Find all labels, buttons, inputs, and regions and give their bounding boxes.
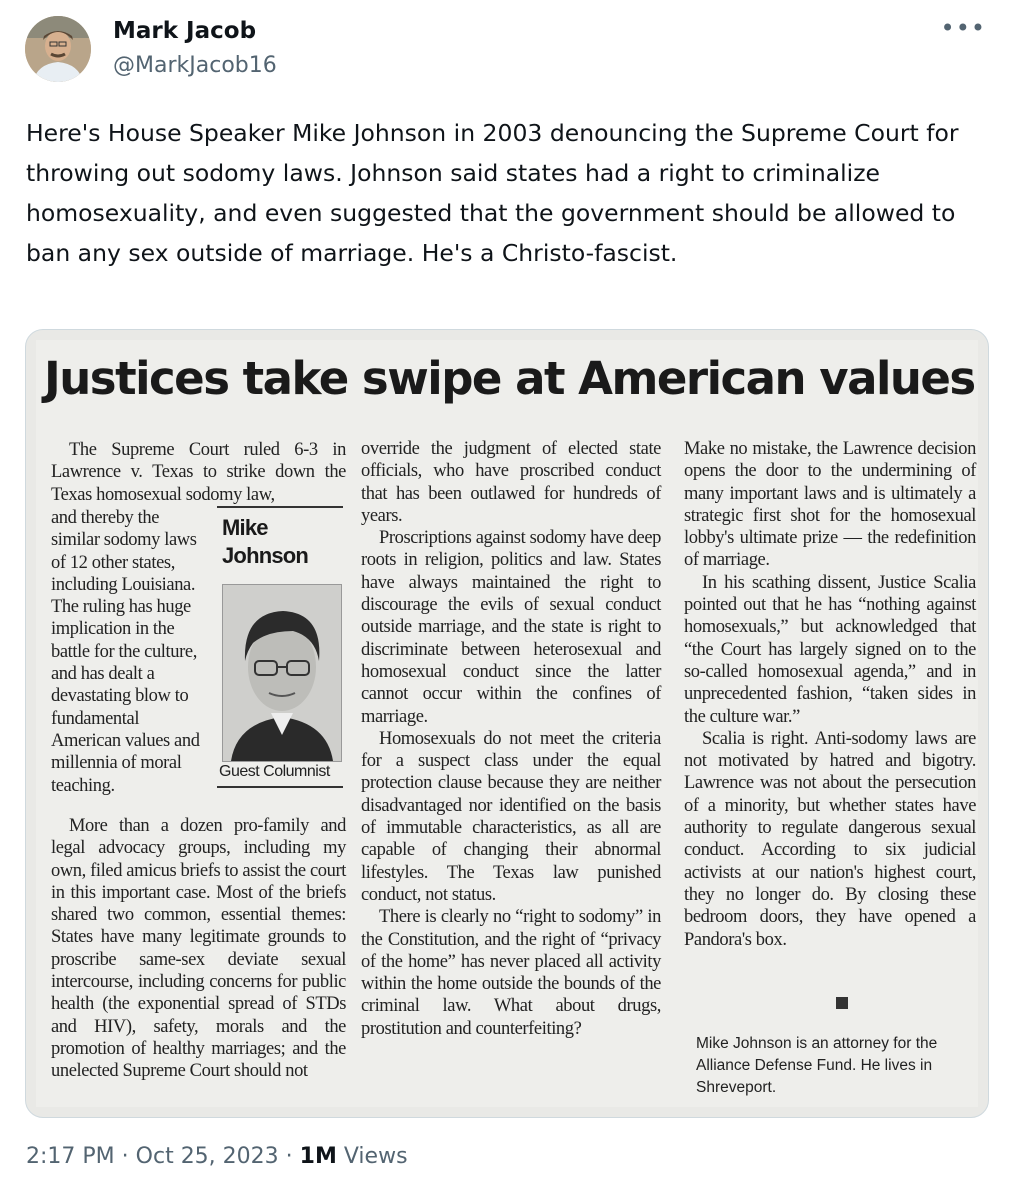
col1-paragraph-2: More than a dozen pro-family and legal advocacy groups, including my own, filed amicus briefs to assist the court in this important case. Most of the briefs shared two common, essential themes: States have many legitimate grounds to proscribe same-sex deviate sexual intercourse, including concerns for public health (the exponential spread of STDs and HIV), safety, morals and the promotion of healthy marriages; and the unelected Supreme Court should not	[51, 816, 346, 1082]
avatar[interactable]	[25, 16, 91, 82]
column-2	[361, 438, 661, 1040]
column-1-bottom	[51, 815, 346, 1083]
attached-image[interactable]	[25, 329, 989, 1118]
col1-wrap-text: and thereby the similar sodomy laws of 12 other states, including Louisiana. The ruling has huge implication in the battle for the culture, and has dealt a devastating blow to fundamental American values and millennia of moral teaching.	[51, 508, 200, 796]
tweet-date[interactable]: Oct 25, 2023	[135, 1144, 279, 1169]
col2-paragraph-4: There is clearly no “right to sodomy” in the Constitution, and the right of “privacy of the home” has never placed all activity within the home outside the bounds of the criminal law. What about drugs, prostitution and counterfeiting?	[361, 907, 661, 1039]
byline-box	[217, 506, 343, 788]
byline-last-name: Johnson	[222, 543, 309, 568]
column-1-top	[51, 439, 346, 506]
author-name[interactable]: Mark Jacob	[113, 18, 257, 44]
columnist-photo	[222, 584, 342, 762]
byline-top-rule	[217, 506, 343, 508]
byline-bottom-rule	[217, 786, 343, 788]
col3-paragraph-2: In his scathing dissent, Justice Scalia pointed out that he has “nothing against homosexuals,” but acknowledged that “the Court has largely signed on to the so-called homosexual agenda,” and in unprecedented fashion, “taken sides in the culture war.”	[684, 572, 976, 727]
col3-paragraph-1: Make no mistake, the Lawrence decision opens the door to the undermining of many important laws and is ultimately a strategic first shot for the homosexual lobby's ultimate prize — the redefinition of marriage.	[684, 439, 976, 571]
tweet-meta	[26, 1144, 408, 1169]
clipping-headline: Justices take swipe at American values	[44, 352, 975, 405]
col2-paragraph-3: Homosexuals do not meet the criteria for a suspect class under the equal protection clause because they are neither disadvantaged nor identified on the basis of immutable characteristics, as all are capable of changing their abnormal lifestyles. The Texas law punished conduct, not status.	[361, 728, 661, 905]
col3-paragraph-3: Scalia is right. Anti-sodomy laws are not motivated by hatred and bigotry. Lawrence was not about the persecution of a minority, but whether states have authority to regulate dangerous sexual conduct. According to six judicial activists at our nation's highest court, they no longer do. By closing these bedroom doors, they have opened a Pandora's box.	[684, 728, 976, 950]
author-handle[interactable]: @MarkJacob16	[113, 53, 277, 78]
meta-separator: ·	[285, 1144, 300, 1169]
meta-separator: ·	[121, 1144, 136, 1169]
byline-name	[222, 514, 308, 570]
newspaper-clipping	[36, 340, 978, 1107]
column-3	[684, 438, 976, 951]
tweet-time[interactable]: 2:17 PM	[26, 1144, 115, 1169]
byline-caption: Guest Columnist	[219, 763, 330, 780]
col1-lead: The Supreme Court ruled 6-3 in Lawrence v. Texas to strike down the Texas homosexual sodomy law,	[51, 440, 346, 505]
tweet-text: Here's House Speaker Mike Johnson in 2003 denouncing the Supreme Court for throwing out sodomy laws. Johnson said states had a right to criminalize homosexuality, and even suggested that the government should be allowed to ban any sex outside of marriage. He's a Christo-fascist.	[26, 119, 959, 267]
views-label: Views	[343, 1144, 408, 1169]
author-tagline: Mike Johnson is an attorney for the Alliance Defense Fund. He lives in Shreveport.	[696, 1035, 938, 1096]
views-count: 1M	[299, 1144, 337, 1169]
col2-paragraph-2: Proscriptions against sodomy have deep roots in religion, politics and law. States have always maintained the right to discourage the evils of sexual conduct outside marriage, and the state is right to discriminate between heterosexual and homosexual conduct since the latter cannot occur within the confines of marriage.	[361, 528, 661, 727]
col2-paragraph-1: override the judgment of elected state officials, who have proscribed conduct that has been outlawed for hundreds of years.	[361, 439, 661, 526]
column-1-wrap	[51, 507, 211, 797]
more-options-icon[interactable]: •••	[940, 14, 986, 42]
byline-first-name: Mike	[222, 515, 268, 540]
end-mark-icon	[836, 997, 848, 1009]
